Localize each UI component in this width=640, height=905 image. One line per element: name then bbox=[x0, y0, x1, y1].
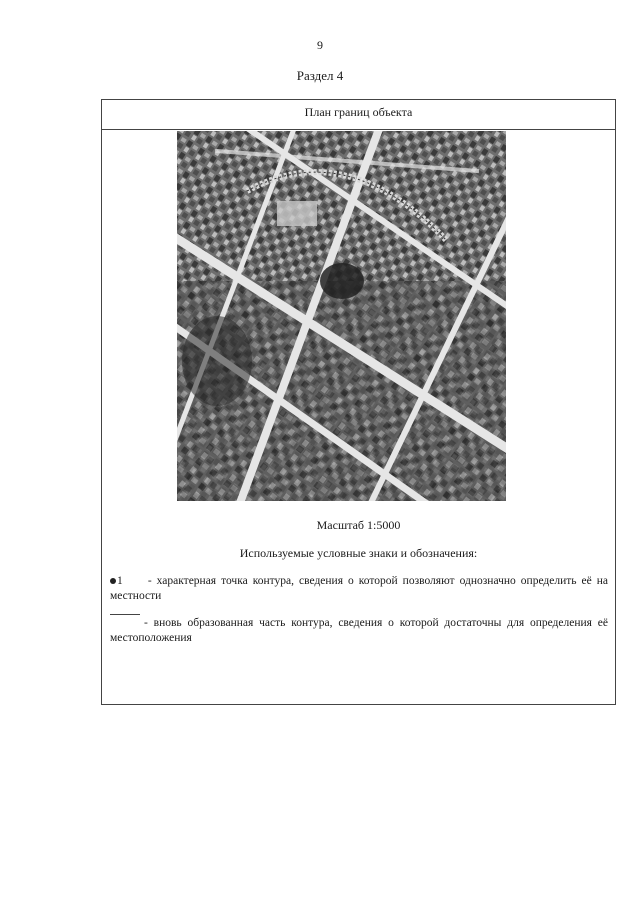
legend-line-text: - вновь образованная часть контура, сведения о которой достаточны для определения её местоположения bbox=[110, 617, 608, 644]
aerial-map-image bbox=[177, 131, 506, 501]
legend-item-line bbox=[110, 616, 608, 646]
section-title: Раздел 4 bbox=[296, 68, 344, 83]
page-number: 9 bbox=[317, 38, 323, 52]
frame-header: План границ объекта bbox=[102, 100, 615, 130]
point-marker-icon bbox=[110, 578, 116, 584]
legend-item-point bbox=[110, 574, 608, 604]
legend-title: Используемые условные знаки и обозначения: bbox=[239, 546, 478, 560]
scale-label: Масштаб 1:5000 bbox=[316, 518, 401, 532]
boundary-line-icon bbox=[110, 614, 140, 615]
legend-point-text: - характерная точка контура, сведения о которой позволяют однозначно определить её на местности bbox=[110, 575, 609, 602]
point-marker-number: 1 bbox=[117, 575, 123, 587]
boundary-plan-frame bbox=[101, 99, 616, 705]
